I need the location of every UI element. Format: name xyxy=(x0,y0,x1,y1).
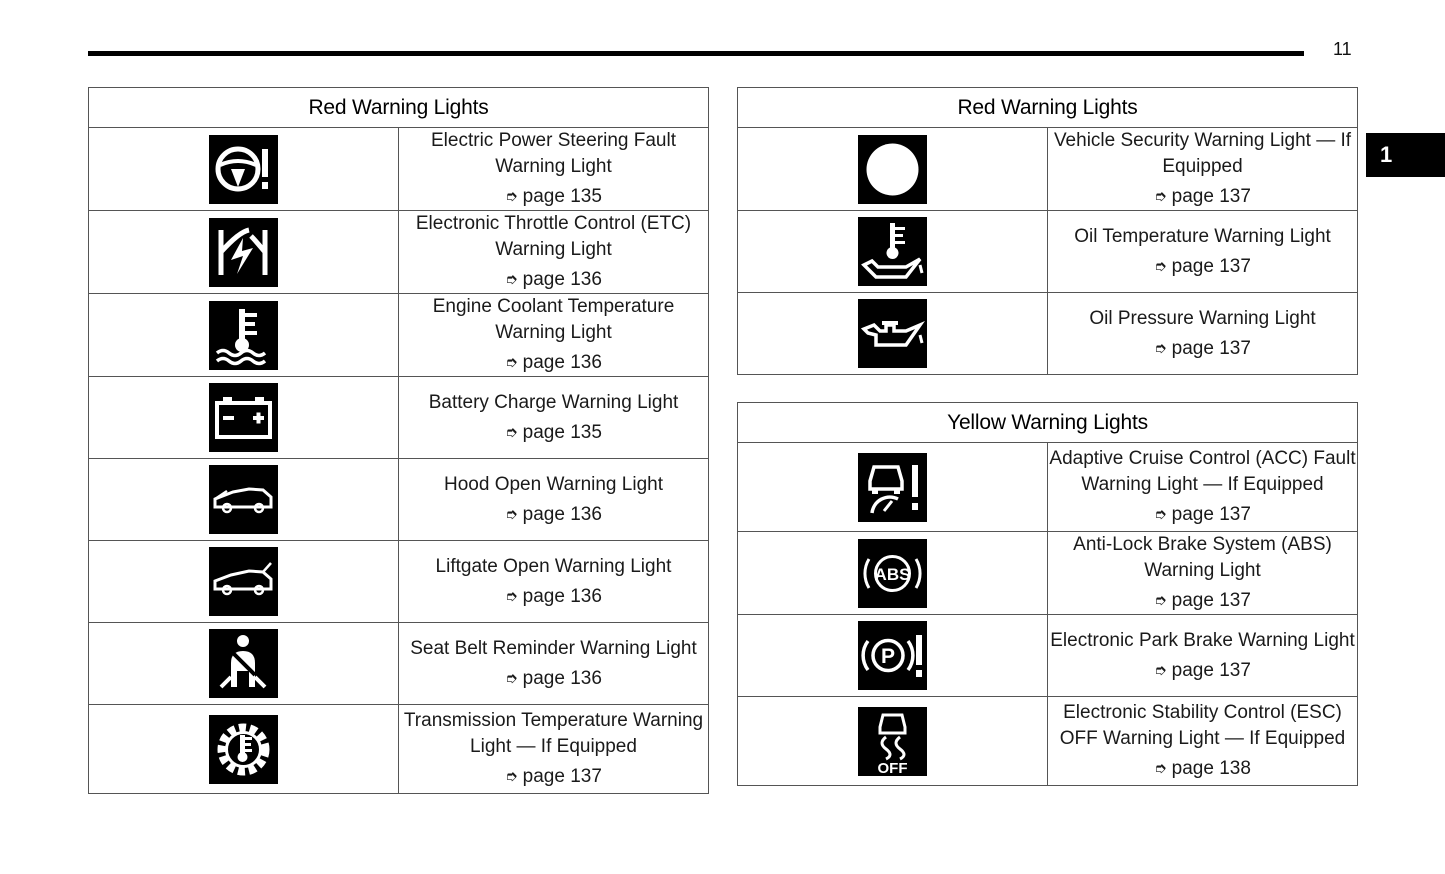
warning-light-name: Oil Pressure Warning Light xyxy=(1089,307,1316,329)
vehicle-security-icon xyxy=(858,135,927,204)
esc-off-icon xyxy=(858,707,927,776)
table-row xyxy=(738,532,1358,615)
red-warning-lights-table-left xyxy=(88,87,709,794)
page-reference-link[interactable]: page 137 xyxy=(1171,504,1251,525)
page-arrow-icon: ➮ xyxy=(505,505,518,523)
page-reference-link[interactable]: page 136 xyxy=(522,503,602,525)
warning-light-name: Liftgate Open Warning Light xyxy=(435,555,672,577)
page-reference-link[interactable]: page 138 xyxy=(1171,758,1251,779)
page-arrow-icon: ➮ xyxy=(1154,506,1167,523)
warning-light-name: Electric Power Steering Fault Warning Light xyxy=(431,130,676,177)
top-rule xyxy=(88,51,1304,56)
park-brake-icon-text: P xyxy=(880,645,896,668)
page-arrow-icon: ➮ xyxy=(1154,661,1167,679)
table-row xyxy=(89,211,709,294)
park-brake-icon xyxy=(858,621,927,690)
seat-belt-icon xyxy=(209,629,278,698)
page-reference-link[interactable]: page 137 xyxy=(522,766,602,787)
table-row xyxy=(89,294,709,377)
table-row xyxy=(738,211,1358,293)
warning-light-name: Adaptive Cruise Control (ACC) Fault Warning Light — If Equipped xyxy=(1049,448,1356,495)
warning-light-name: Electronic Throttle Control (ETC) Warning Light xyxy=(415,213,692,260)
page-reference-link[interactable]: page 137 xyxy=(1171,659,1251,681)
red-warning-lights-table-right xyxy=(737,87,1358,375)
esc-off-icon-text: OFF xyxy=(877,759,908,776)
warning-light-name: Hood Open Warning Light xyxy=(444,473,663,495)
table-row xyxy=(738,128,1358,211)
transmission-temperature-icon xyxy=(209,715,278,784)
page-arrow-icon: ➮ xyxy=(505,669,518,687)
steering-fault-icon xyxy=(209,135,278,204)
page-reference-link[interactable]: page 137 xyxy=(1171,186,1251,207)
warning-light-name: Engine Coolant Temperature Warning Light xyxy=(432,296,675,343)
page-number: 11 xyxy=(1333,39,1352,59)
page-reference-link[interactable]: page 135 xyxy=(522,421,602,443)
table-title: Red Warning Lights xyxy=(89,88,709,128)
table-row xyxy=(89,541,709,623)
page-reference-link[interactable]: page 136 xyxy=(522,585,602,607)
table-row xyxy=(89,377,709,459)
page-reference-link[interactable]: page 137 xyxy=(1171,590,1251,611)
page-reference-link[interactable]: page 136 xyxy=(522,269,602,290)
liftgate-open-icon xyxy=(209,547,278,616)
warning-light-name: Electronic Stability Control (ESC) OFF Warning Light — If Equipped xyxy=(1059,702,1346,749)
page-arrow-icon: ➮ xyxy=(505,768,518,785)
page-reference-link[interactable]: page 135 xyxy=(522,186,602,207)
page-arrow-icon: ➮ xyxy=(505,188,518,205)
page-arrow-icon: ➮ xyxy=(1154,760,1167,777)
table-row xyxy=(738,615,1358,697)
page-arrow-icon: ➮ xyxy=(505,423,518,441)
page-arrow-icon: ➮ xyxy=(505,587,518,605)
table-row xyxy=(738,293,1358,375)
warning-light-name: Electronic Park Brake Warning Light xyxy=(1050,629,1355,651)
page-arrow-icon: ➮ xyxy=(505,271,518,288)
table-title: Red Warning Lights xyxy=(738,88,1358,128)
warning-light-name: Seat Belt Reminder Warning Light xyxy=(410,637,697,659)
page-arrow-icon: ➮ xyxy=(505,354,518,371)
chapter-tab[interactable]: 1 xyxy=(1366,133,1445,177)
oil-pressure-icon xyxy=(858,299,927,368)
warning-light-name: Anti-Lock Brake System (ABS) Warning Light xyxy=(1073,534,1332,581)
table-row xyxy=(738,443,1358,532)
warning-light-name: Vehicle Security Warning Light — If Equipped xyxy=(1053,130,1352,177)
coolant-temperature-icon xyxy=(209,301,278,370)
page-arrow-icon: ➮ xyxy=(1154,592,1167,609)
table-row xyxy=(89,623,709,705)
table-row xyxy=(738,697,1358,786)
warning-light-name: Oil Temperature Warning Light xyxy=(1074,225,1331,247)
table-row xyxy=(89,705,709,794)
abs-icon-text: ABS xyxy=(874,564,911,584)
table-title: Yellow Warning Lights xyxy=(738,403,1358,443)
page-reference-link[interactable]: page 137 xyxy=(1171,337,1251,359)
page-reference-link[interactable]: page 136 xyxy=(522,352,602,373)
page-arrow-icon: ➮ xyxy=(1154,339,1167,357)
hood-open-icon xyxy=(209,465,278,534)
table-row xyxy=(89,459,709,541)
oil-temperature-icon xyxy=(858,217,927,286)
page-reference-link[interactable]: page 136 xyxy=(522,667,602,689)
throttle-control-icon xyxy=(209,218,278,287)
yellow-warning-lights-table xyxy=(737,402,1358,786)
table-row xyxy=(89,128,709,211)
battery-icon xyxy=(209,383,278,452)
acc-fault-icon xyxy=(858,453,927,522)
page-arrow-icon: ➮ xyxy=(1154,188,1167,205)
page-reference-link[interactable]: page 137 xyxy=(1171,255,1251,277)
warning-light-name: Battery Charge Warning Light xyxy=(428,391,679,413)
page-arrow-icon: ➮ xyxy=(1154,257,1167,275)
abs-icon xyxy=(858,539,927,608)
warning-light-name: Transmission Temperature Warning Light — If Equipped xyxy=(403,710,704,757)
